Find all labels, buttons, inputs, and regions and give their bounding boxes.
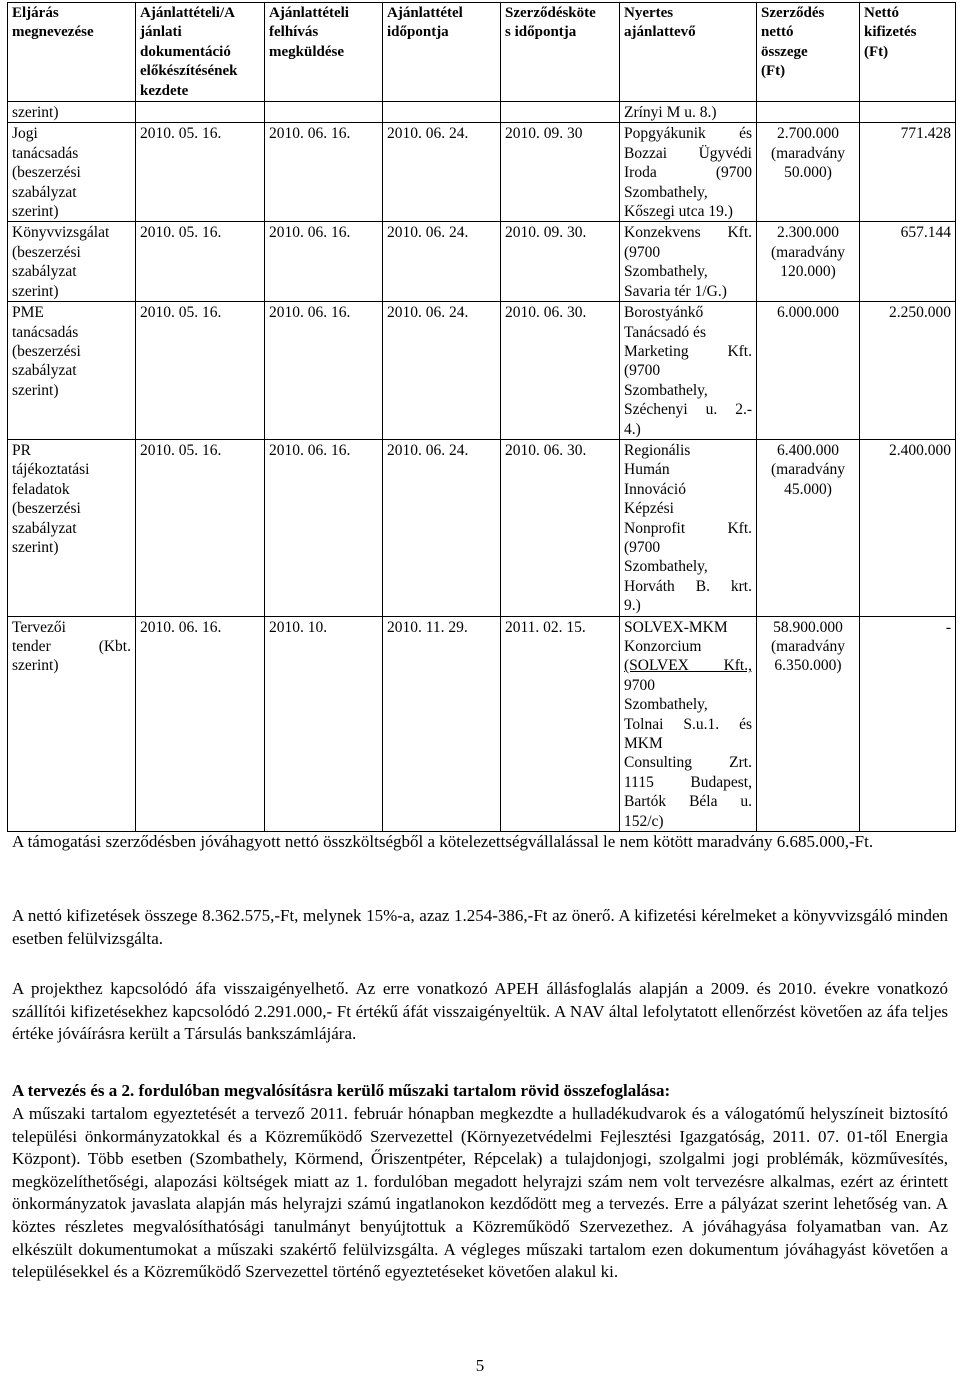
procedure-name: Jogi tanácsadás (beszerzési szabályzat szerint) <box>8 123 136 222</box>
winner: Borostyánkő Tanácsadó és Marketing Kft. (9700 Szombathely, Széchenyi u. 2.- 4.) <box>620 302 757 440</box>
winner: Regionális Humán Innováció Képzési Nonprofit Kft. (9700 Szombathely, Horváth B. krt. 9.) <box>620 439 757 616</box>
net-paid: 657.144 <box>860 222 956 302</box>
invitation-sent: 2010. 10. <box>265 616 383 831</box>
contract-date: 2011. 02. 15. <box>501 616 620 831</box>
header-winner: Nyertes ajánlattevő <box>620 3 757 102</box>
contract-net: 2.300.000 (maradvány 120.000) <box>757 222 860 302</box>
invitation-sent: 2010. 06. 16. <box>265 302 383 440</box>
net-paid: 2.250.000 <box>860 302 956 440</box>
bid-date: 2010. 06. 24. <box>383 123 501 222</box>
procedure-name: PME tanácsadás (beszerzési szabályzat szerint) <box>8 302 136 440</box>
table-row-carryover <box>8 102 956 123</box>
table-row <box>8 123 956 222</box>
bid-date: 2010. 06. 24. <box>383 222 501 302</box>
procedure-name: PR tájékoztatási feladatok (beszerzési szabályzat szerint) <box>8 439 136 616</box>
net-paid: 2.400.000 <box>860 439 956 616</box>
contract-net: 2.700.000 (maradvány 50.000) <box>757 123 860 222</box>
header-net-paid: Nettó kifizetés (Ft) <box>860 3 956 102</box>
header-contract-net: Szerződés nettó összege (Ft) <box>757 3 860 102</box>
contract-net: 6.400.000 (maradvány 45.000) <box>757 439 860 616</box>
contract-date: 2010. 09. 30 <box>501 123 620 222</box>
carryover-name: szerint) <box>8 102 136 123</box>
invitation-sent: 2010. 06. 16. <box>265 439 383 616</box>
procedure-name: Könyvvizsgálat (beszerzési szabályzat szerint) <box>8 222 136 302</box>
header-procedure-name: Eljárás megnevezése <box>8 3 136 102</box>
table-row <box>8 302 956 440</box>
invitation-sent: 2010. 06. 16. <box>265 222 383 302</box>
carryover-winner: Zrínyi M u. 8.) <box>620 102 757 123</box>
net-paid: - <box>860 616 956 831</box>
paragraph-remaining-budget: A támogatási szerződésben jóváhagyott nettó összköltségből a kötelezettségvállalással le nem kötött maradvány 6.685.000,-Ft. <box>12 832 874 851</box>
header-bid-date: Ajánlattétel időpontja <box>383 3 501 102</box>
invitation-sent: 2010. 06. 16. <box>265 123 383 222</box>
paragraph-technical-content: A műszaki tartalom egyeztetését a tervező 2011. február hónapban megkezdte a hulladékudvarok és a válogatómű helyszíneit biztosító települési önkormányzatokkal és a Közreműködő Szervezettel (Környezetvédelmi Fejlesztési Igazgatóság, 2011. 07. 01-től Energia Központ). Több esetben (Szombathely, Körmend, Őriszentpéter, Répcelak) a tulajdonjogi, szolgalmi jogi problémák, közművesítés, megközelíthetőségi, alapozási költségek miatt az 1. fordulóban megadott helyrajzi szám nem volt tervezésre alkalmas, ezért az érintett önkormányzatok javaslata alapján más helyrajzi számú ingatlanokon kezdődött meg a tervezés. Erre a pályázat szerint lehetőség van. A köztes részletes megvalósíthatósági tanulmányt benyújtottuk a Közreműködő Szervezethez. A jóváhagyása folyamatban van. Az elkészült dokumentumokat a műszaki szakértő felülvizsgálta. A végleges műszaki tartalom ezen dokumentum jóváhagyást követően a településekkel és a Közreműködő Szervezettel történő egyeztetéseket követően alakul ki. <box>12 1104 948 1282</box>
prep-start: 2010. 05. 16. <box>136 123 265 222</box>
bid-date: 2010. 11. 29. <box>383 616 501 831</box>
table-header-row <box>8 3 956 102</box>
prep-start: 2010. 05. 16. <box>136 439 265 616</box>
paragraph-vat-reclaim: A projekthez kapcsolódó áfa visszaigényelhető. Az erre vonatkozó APEH állásfoglalás alapján a 2009. és 2010. évekre vonatkozó szállítói kifizetésekhez kapcsolódó 2.291.000,- Ft értékű áfát visszaigényeltük. A NAV által lefolytatott ellenőrzést követően az áfa teljes értéke jóváírásra került a Társulás bankszámlájára. <box>12 979 948 1044</box>
paragraph-net-payments: A nettó kifizetések összege 8.362.575,-Ft, melynek 15%-a, azaz 1.254-386,-Ft az önerő. A kifizetési kérelmeket a könyvvizsgáló minden esetben felülvizsgálta. <box>12 906 948 948</box>
contract-date: 2010. 06. 30. <box>501 302 620 440</box>
table-row <box>8 616 956 831</box>
net-paid: 771.428 <box>860 123 956 222</box>
procurement-table <box>7 2 956 832</box>
prep-start: 2010. 05. 16. <box>136 222 265 302</box>
header-invitation-sent: Ajánlattételi felhívás megküldése <box>265 3 383 102</box>
winner: SOLVEX-MKM Konzorcium (SOLVEX Kft., 9700 Szombathely, Tolnai S.u.1. és MKM Consulting Zrt. 1115 Budapest, Bartók Béla u. 152/c) <box>620 616 757 831</box>
page-number: 5 <box>475 1356 485 1375</box>
contract-net: 6.000.000 <box>757 302 860 440</box>
section-heading: A tervezés és a 2. fordulóban megvalósításra kerülő műszaki tartalom rövid összefoglalása: <box>12 1081 671 1100</box>
winner: Konzekvens Kft. (9700 Szombathely, Savaria tér 1/G.) <box>620 222 757 302</box>
table-row <box>8 222 956 302</box>
prep-start: 2010. 05. 16. <box>136 302 265 440</box>
bid-date: 2010. 06. 24. <box>383 439 501 616</box>
header-prep-start: Ajánlattételi/A jánlati dokumentáció előkészítésének kezdete <box>136 3 265 102</box>
procedure-name: Tervezői tender (Kbt. szerint) <box>8 616 136 831</box>
bid-date: 2010. 06. 24. <box>383 302 501 440</box>
prep-start: 2010. 06. 16. <box>136 616 265 831</box>
table-row <box>8 439 956 616</box>
contract-date: 2010. 06. 30. <box>501 439 620 616</box>
winner: Popgyákunik és Bozzai Ügyvédi Iroda (9700 Szombathely, Kőszegi utca 19.) <box>620 123 757 222</box>
contract-net: 58.900.000 (maradvány 6.350.000) <box>757 616 860 831</box>
contract-date: 2010. 09. 30. <box>501 222 620 302</box>
header-contract-date: Szerződésköte s időpontja <box>501 3 620 102</box>
